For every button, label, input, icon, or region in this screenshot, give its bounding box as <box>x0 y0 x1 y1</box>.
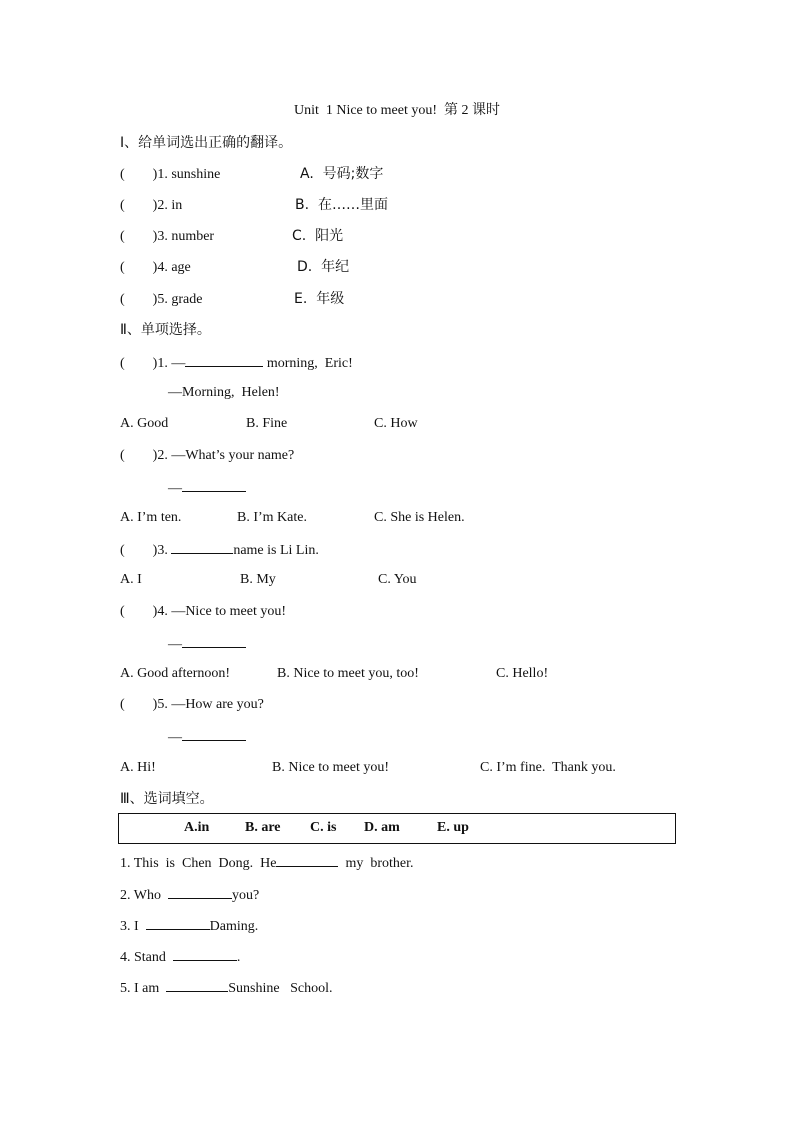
blank-line <box>166 977 228 992</box>
s1-item-5: ( )5. grade <box>120 292 203 307</box>
s2-q1-option-c: C. How <box>374 416 418 431</box>
s3-sentence-5: 5. I am Sunshine School. <box>120 977 333 999</box>
s1-option-d: D. 年纪 <box>297 259 350 275</box>
s2-q1-reply: —Morning, Helen! <box>168 385 280 400</box>
s2-q5-stem: ( )5. —How are you? <box>120 697 264 712</box>
blank-line <box>173 946 237 961</box>
s2-q1-option-a: A. Good <box>120 416 169 431</box>
blank-line <box>276 852 338 867</box>
blank-line <box>185 352 263 367</box>
word-bank-item: E. up <box>437 820 469 835</box>
blank-line <box>146 915 210 930</box>
word-bank-item: A.in <box>184 820 210 835</box>
section1-heading: Ⅰ、给单词选出正确的翻译。 <box>120 135 293 151</box>
blank-line <box>168 884 232 899</box>
s1-option-b: B. 在……里面 <box>295 197 388 213</box>
s3-sentence-4: 4. Stand . <box>120 946 240 968</box>
s2-q3-option-a: A. I <box>120 572 142 587</box>
blank-line <box>171 539 233 554</box>
s3-sentence-2: 2. Who you? <box>120 884 259 906</box>
word-bank-item: C. is <box>310 820 337 835</box>
s1-option-e: E. 年级 <box>294 291 345 307</box>
s2-q4-option-b: B. Nice to meet you, too! <box>277 666 419 681</box>
s2-q2-reply: — <box>168 477 246 499</box>
blank-line <box>182 726 246 741</box>
s2-q4-reply: — <box>168 633 246 655</box>
s1-option-c: C. 阳光 <box>292 228 344 244</box>
s2-q4-option-a: A. Good afternoon! <box>120 666 231 681</box>
s2-q5-reply: — <box>168 726 246 748</box>
s1-option-a: A. 号码;数字 <box>300 166 384 182</box>
s2-q3-stem: ( )3. name is Li Lin. <box>120 539 319 561</box>
s2-q2-option-c: C. She is Helen. <box>374 510 465 525</box>
blank-line <box>182 633 246 648</box>
s1-item-2: ( )2. in <box>120 198 183 213</box>
s2-q3-option-c: C. You <box>378 572 417 587</box>
s1-item-3: ( )3. number <box>120 229 215 244</box>
word-bank-item: B. are <box>245 820 281 835</box>
page-title: Unit 1 Nice to meet you! 第 2 课时 <box>293 103 501 118</box>
s1-item-4: ( )4. age <box>120 260 191 275</box>
s2-q2-option-b: B. I’m Kate. <box>237 510 307 525</box>
blank-line <box>182 477 246 492</box>
s2-q5-option-b: B. Nice to meet you! <box>272 760 390 775</box>
s2-q1-option-b: B. Fine <box>246 416 288 431</box>
s1-item-1: ( )1. sunshine <box>120 167 221 182</box>
word-bank-item: D. am <box>364 820 400 835</box>
s2-q4-stem: ( )4. —Nice to meet you! <box>120 604 287 619</box>
s2-q4-option-c: C. Hello! <box>496 666 549 681</box>
s2-q5-option-c: C. I’m fine. Thank you. <box>480 760 616 775</box>
s2-q2-stem: ( )2. —What’s your name? <box>120 448 295 463</box>
s3-sentence-3: 3. I Daming. <box>120 915 258 937</box>
s2-q3-option-b: B. My <box>240 572 276 587</box>
s2-q1-stem: ( )1. — morning, Eric! <box>120 352 353 374</box>
s2-q2-option-a: A. I’m ten. <box>120 510 182 525</box>
s2-q5-option-a: A. Hi! <box>120 760 156 775</box>
word-bank-box <box>118 813 676 844</box>
section2-heading: Ⅱ、单项选择。 <box>120 322 211 338</box>
s3-sentence-1: 1. This is Chen Dong. He my brother. <box>120 852 414 874</box>
section3-heading: Ⅲ、选词填空。 <box>120 791 214 807</box>
